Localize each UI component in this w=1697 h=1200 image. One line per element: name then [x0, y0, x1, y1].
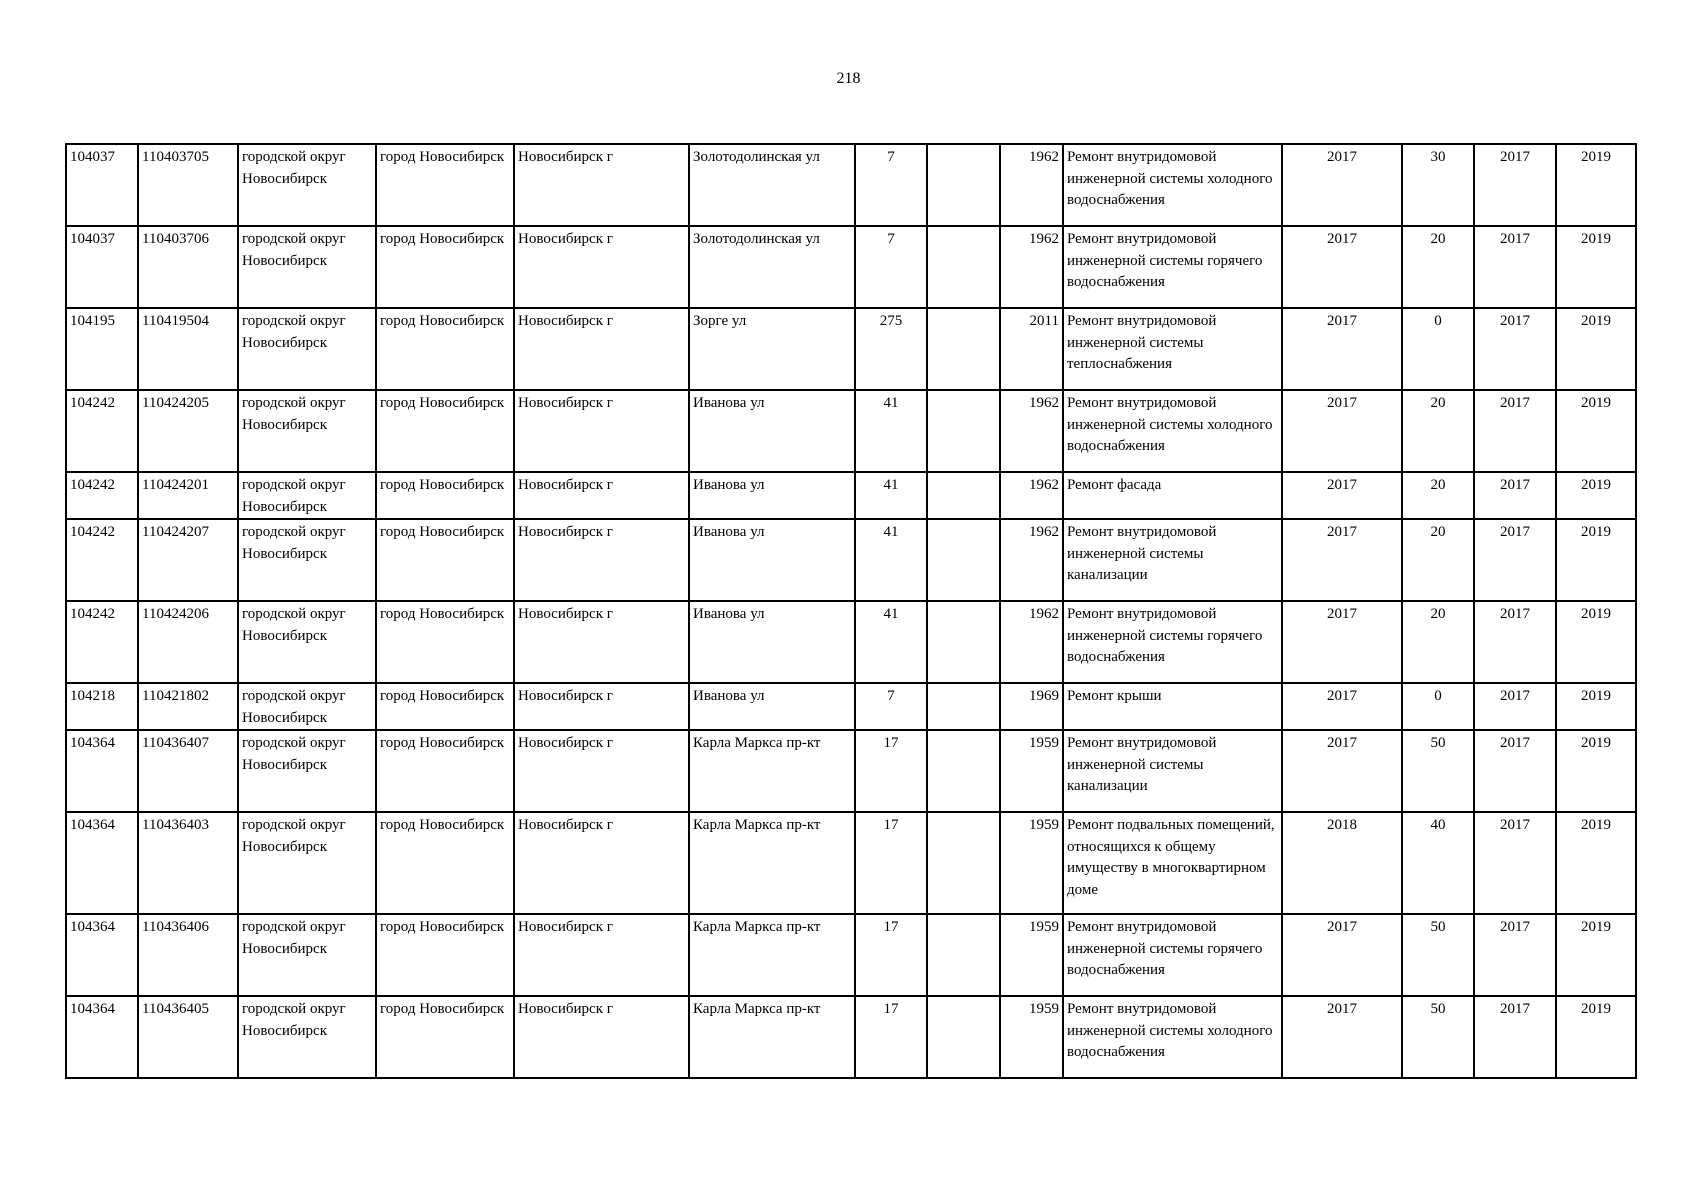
municipality-cell: городской округ Новосибирск	[238, 914, 376, 996]
table-row	[66, 308, 1636, 390]
year-built-cell: 1959	[1000, 812, 1063, 914]
city-cell: Новосибирск г	[514, 390, 689, 472]
year-built-cell: 1959	[1000, 996, 1063, 1078]
period-end-cell: 2019	[1556, 226, 1636, 308]
municipality-cell: городской округ Новосибирск	[238, 472, 376, 519]
plan-year-cell: 2017	[1282, 308, 1402, 390]
settlement-cell: город Новосибирск	[376, 601, 514, 683]
plan-year-cell: 2017	[1282, 683, 1402, 730]
element-code-cell: 110424201	[138, 472, 238, 519]
plan-year-cell: 2017	[1282, 996, 1402, 1078]
municipality-cell: городской округ Новосибирск	[238, 812, 376, 914]
municipality-cell: городской округ Новосибирск	[238, 226, 376, 308]
year-built-cell: 1962	[1000, 390, 1063, 472]
plan-year-cell: 2017	[1282, 730, 1402, 812]
wear-cell: 30	[1402, 144, 1474, 226]
period-start-cell: 2017	[1474, 472, 1556, 519]
table-row	[66, 390, 1636, 472]
plan-year-cell: 2017	[1282, 226, 1402, 308]
period-end-cell: 2019	[1556, 730, 1636, 812]
wear-cell: 50	[1402, 996, 1474, 1078]
wear-cell: 20	[1402, 519, 1474, 601]
wear-cell: 40	[1402, 812, 1474, 914]
element-code-cell: 110436406	[138, 914, 238, 996]
period-start-cell: 2017	[1474, 601, 1556, 683]
table-row	[66, 996, 1636, 1078]
wear-cell: 0	[1402, 683, 1474, 730]
city-cell: Новосибирск г	[514, 144, 689, 226]
table-row	[66, 812, 1636, 914]
plan-year-cell: 2018	[1282, 812, 1402, 914]
page-number: 218	[836, 70, 861, 87]
plan-year-cell: 2017	[1282, 601, 1402, 683]
house-id-cell: 104242	[66, 601, 138, 683]
street-cell: Золотодолинская ул	[689, 144, 855, 226]
work-type-cell: Ремонт подвальных помещений, относящихся к общему имуществу в многоквартирном доме	[1063, 812, 1282, 914]
table-row	[66, 683, 1636, 730]
city-cell: Новосибирск г	[514, 996, 689, 1078]
year-built-cell: 1962	[1000, 226, 1063, 308]
settlement-cell: город Новосибирск	[376, 519, 514, 601]
house-id-cell: 104037	[66, 226, 138, 308]
house-id-cell: 104218	[66, 683, 138, 730]
municipality-cell: городской округ Новосибирск	[238, 144, 376, 226]
house-number-cell: 41	[855, 390, 927, 472]
street-cell: Карла Маркса пр-кт	[689, 812, 855, 914]
period-end-cell: 2019	[1556, 144, 1636, 226]
registry-table	[65, 143, 1637, 1079]
city-cell: Новосибирск г	[514, 730, 689, 812]
period-end-cell: 2019	[1556, 472, 1636, 519]
wear-cell: 20	[1402, 226, 1474, 308]
municipality-cell: городской округ Новосибирск	[238, 683, 376, 730]
city-cell: Новосибирск г	[514, 308, 689, 390]
work-type-cell: Ремонт внутридомовой инженерной системы холодного водоснабжения	[1063, 996, 1282, 1078]
table-row	[66, 144, 1636, 226]
work-type-cell: Ремонт внутридомовой инженерной системы горячего водоснабжения	[1063, 914, 1282, 996]
house-number-cell: 17	[855, 812, 927, 914]
house-number-cell: 41	[855, 472, 927, 519]
building-cell	[927, 226, 1000, 308]
settlement-cell: город Новосибирск	[376, 683, 514, 730]
table-row	[66, 730, 1636, 812]
settlement-cell: город Новосибирск	[376, 226, 514, 308]
year-built-cell: 1969	[1000, 683, 1063, 730]
street-cell: Иванова ул	[689, 472, 855, 519]
work-type-cell: Ремонт внутридомовой инженерной системы горячего водоснабжения	[1063, 601, 1282, 683]
house-number-cell: 7	[855, 144, 927, 226]
wear-cell: 50	[1402, 730, 1474, 812]
period-start-cell: 2017	[1474, 914, 1556, 996]
period-start-cell: 2017	[1474, 730, 1556, 812]
plan-year-cell: 2017	[1282, 472, 1402, 519]
work-type-cell: Ремонт внутридомовой инженерной системы горячего водоснабжения	[1063, 226, 1282, 308]
work-type-cell: Ремонт внутридомовой инженерной системы канализации	[1063, 730, 1282, 812]
period-end-cell: 2019	[1556, 390, 1636, 472]
element-code-cell: 110424207	[138, 519, 238, 601]
element-code-cell: 110421802	[138, 683, 238, 730]
house-number-cell: 7	[855, 683, 927, 730]
work-type-cell: Ремонт внутридомовой инженерной системы канализации	[1063, 519, 1282, 601]
work-type-cell: Ремонт внутридомовой инженерной системы холодного водоснабжения	[1063, 144, 1282, 226]
table-row	[66, 601, 1636, 683]
street-cell: Карла Маркса пр-кт	[689, 996, 855, 1078]
house-number-cell: 41	[855, 601, 927, 683]
city-cell: Новосибирск г	[514, 683, 689, 730]
municipality-cell: городской округ Новосибирск	[238, 996, 376, 1078]
plan-year-cell: 2017	[1282, 914, 1402, 996]
house-number-cell: 17	[855, 996, 927, 1078]
building-cell	[927, 472, 1000, 519]
building-cell	[927, 519, 1000, 601]
municipality-cell: городской округ Новосибирск	[238, 601, 376, 683]
house-number-cell: 7	[855, 226, 927, 308]
year-built-cell: 1962	[1000, 472, 1063, 519]
plan-year-cell: 2017	[1282, 144, 1402, 226]
table-row	[66, 472, 1636, 519]
building-cell	[927, 683, 1000, 730]
table-row	[66, 226, 1636, 308]
municipality-cell: городской округ Новосибирск	[238, 730, 376, 812]
work-type-cell: Ремонт крыши	[1063, 683, 1282, 730]
street-cell: Иванова ул	[689, 519, 855, 601]
year-built-cell: 2011	[1000, 308, 1063, 390]
street-cell: Иванова ул	[689, 601, 855, 683]
house-id-cell: 104242	[66, 519, 138, 601]
year-built-cell: 1959	[1000, 730, 1063, 812]
work-type-cell: Ремонт внутридомовой инженерной системы холодного водоснабжения	[1063, 390, 1282, 472]
municipality-cell: городской округ Новосибирск	[238, 390, 376, 472]
settlement-cell: город Новосибирск	[376, 308, 514, 390]
settlement-cell: город Новосибирск	[376, 914, 514, 996]
house-id-cell: 104195	[66, 308, 138, 390]
wear-cell: 20	[1402, 390, 1474, 472]
street-cell: Карла Маркса пр-кт	[689, 730, 855, 812]
building-cell	[927, 144, 1000, 226]
city-cell: Новосибирск г	[514, 519, 689, 601]
building-cell	[927, 812, 1000, 914]
wear-cell: 20	[1402, 601, 1474, 683]
house-id-cell: 104242	[66, 472, 138, 519]
year-built-cell: 1962	[1000, 601, 1063, 683]
house-id-cell: 104242	[66, 390, 138, 472]
plan-year-cell: 2017	[1282, 390, 1402, 472]
settlement-cell: город Новосибирск	[376, 472, 514, 519]
house-id-cell: 104364	[66, 812, 138, 914]
settlement-cell: город Новосибирск	[376, 730, 514, 812]
city-cell: Новосибирск г	[514, 914, 689, 996]
building-cell	[927, 914, 1000, 996]
period-start-cell: 2017	[1474, 308, 1556, 390]
period-end-cell: 2019	[1556, 996, 1636, 1078]
element-code-cell: 110419504	[138, 308, 238, 390]
city-cell: Новосибирск г	[514, 472, 689, 519]
settlement-cell: город Новосибирск	[376, 812, 514, 914]
city-cell: Новосибирск г	[514, 601, 689, 683]
plan-year-cell: 2017	[1282, 519, 1402, 601]
period-end-cell: 2019	[1556, 914, 1636, 996]
house-id-cell: 104364	[66, 996, 138, 1078]
period-start-cell: 2017	[1474, 144, 1556, 226]
period-end-cell: 2019	[1556, 308, 1636, 390]
street-cell: Карла Маркса пр-кт	[689, 914, 855, 996]
element-code-cell: 110424205	[138, 390, 238, 472]
period-start-cell: 2017	[1474, 519, 1556, 601]
work-type-cell: Ремонт внутридомовой инженерной системы теплоснабжения	[1063, 308, 1282, 390]
wear-cell: 20	[1402, 472, 1474, 519]
house-number-cell: 275	[855, 308, 927, 390]
street-cell: Иванова ул	[689, 390, 855, 472]
period-end-cell: 2019	[1556, 812, 1636, 914]
house-id-cell: 104364	[66, 730, 138, 812]
period-start-cell: 2017	[1474, 390, 1556, 472]
settlement-cell: город Новосибирск	[376, 390, 514, 472]
building-cell	[927, 730, 1000, 812]
year-built-cell: 1962	[1000, 144, 1063, 226]
city-cell: Новосибирск г	[514, 226, 689, 308]
element-code-cell: 110436407	[138, 730, 238, 812]
street-cell: Иванова ул	[689, 683, 855, 730]
period-end-cell: 2019	[1556, 683, 1636, 730]
period-end-cell: 2019	[1556, 519, 1636, 601]
street-cell: Золотодолинская ул	[689, 226, 855, 308]
wear-cell: 50	[1402, 914, 1474, 996]
building-cell	[927, 996, 1000, 1078]
element-code-cell: 110436403	[138, 812, 238, 914]
house-id-cell: 104364	[66, 914, 138, 996]
building-cell	[927, 308, 1000, 390]
building-cell	[927, 601, 1000, 683]
table-row	[66, 519, 1636, 601]
building-cell	[927, 390, 1000, 472]
house-id-cell: 104037	[66, 144, 138, 226]
period-start-cell: 2017	[1474, 996, 1556, 1078]
year-built-cell: 1962	[1000, 519, 1063, 601]
street-cell: Зорге ул	[689, 308, 855, 390]
element-code-cell: 110403706	[138, 226, 238, 308]
wear-cell: 0	[1402, 308, 1474, 390]
municipality-cell: городской округ Новосибирск	[238, 308, 376, 390]
element-code-cell: 110424206	[138, 601, 238, 683]
period-end-cell: 2019	[1556, 601, 1636, 683]
house-number-cell: 17	[855, 730, 927, 812]
period-start-cell: 2017	[1474, 226, 1556, 308]
settlement-cell: город Новосибирск	[376, 996, 514, 1078]
house-number-cell: 17	[855, 914, 927, 996]
house-number-cell: 41	[855, 519, 927, 601]
city-cell: Новосибирск г	[514, 812, 689, 914]
period-start-cell: 2017	[1474, 683, 1556, 730]
settlement-cell: город Новосибирск	[376, 144, 514, 226]
table-row	[66, 914, 1636, 996]
period-start-cell: 2017	[1474, 812, 1556, 914]
element-code-cell: 110436405	[138, 996, 238, 1078]
municipality-cell: городской округ Новосибирск	[238, 519, 376, 601]
element-code-cell: 110403705	[138, 144, 238, 226]
work-type-cell: Ремонт фасада	[1063, 472, 1282, 519]
year-built-cell: 1959	[1000, 914, 1063, 996]
